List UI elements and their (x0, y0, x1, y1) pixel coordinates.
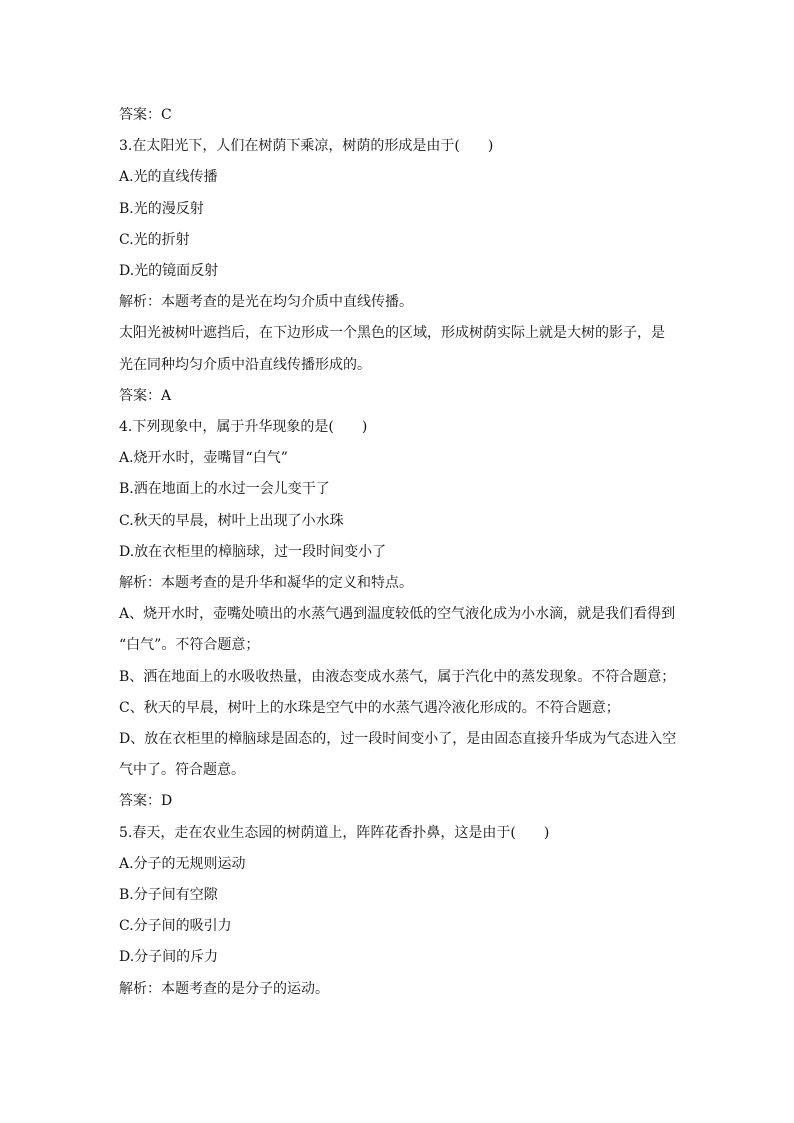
analysis-line: 解析：本题考查的是分子的运动。 (119, 980, 329, 997)
analysis-text: C、秋天的早晨，树叶上的水珠是空气中的水蒸气遇冷液化形成的。不符合题意； (119, 699, 620, 716)
analysis-text: 气中了。符合题意。 (119, 762, 245, 779)
option-b: B.光的漫反射 (119, 200, 204, 217)
answer-line: 答案：A (119, 387, 172, 404)
option-a: A.分子的无规则运动 (119, 855, 246, 872)
analysis-line: 解析：本题考查的是光在均匀介质中直线传播。 (119, 294, 413, 311)
option-d: D.光的镜面反射 (119, 263, 219, 280)
option-d: D.放在衣柜里的樟脑球，过一段时间变小了 (119, 543, 387, 560)
question-3: 3.在太阳光下，人们在树荫下乘凉，树荫的形成是由于( ) (119, 138, 494, 155)
document-page (119, 100, 679, 1005)
option-c: C.分子间的吸引力 (119, 918, 232, 935)
analysis-text: A、烧开水时，壶嘴处喷出的水蒸气遇到温度较低的空气液化成为小水滴，就是我们看得到 (119, 606, 676, 623)
analysis-line: 解析：本题考查的是升华和凝华的定义和特点。 (119, 575, 413, 592)
option-d: D.分子间的斥力 (119, 949, 219, 966)
analysis-text: “白气”。不符合题意； (119, 637, 260, 654)
option-c: C.秋天的早晨，树叶上出现了小水珠 (119, 512, 344, 529)
answer-line: 答案：C (119, 107, 172, 123)
option-a: A.光的直线传播 (119, 169, 218, 186)
option-c: C.光的折射 (119, 231, 190, 248)
analysis-text: B、洒在地面上的水吸收热量，由液态变成水蒸气，属于汽化中的蒸发现象。不符合题意； (119, 668, 676, 685)
analysis-text: 光在同种均匀介质中沿直线传播形成的。 (119, 356, 371, 373)
option-b: B.洒在地面上的水过一会儿变干了 (119, 481, 330, 498)
option-a: A.烧开水时，壶嘴冒“白气” (119, 450, 288, 467)
analysis-text: 太阳光被树叶遮挡后，在下边形成一个黑色的区域，形成树荫实际上就是大树的影子，是 (119, 325, 665, 342)
analysis-text: D、放在衣柜里的樟脑球是固态的，过一段时间变小了，是由固态直接升华成为气态进入空 (119, 731, 677, 748)
question-5: 5.春天，走在农业生态园的树荫道上，阵阵花香扑鼻，这是由于( ) (119, 824, 550, 841)
answer-line: 答案：D (119, 793, 173, 810)
option-b: B.分子间有空隙 (119, 887, 218, 904)
question-4: 4.下列现象中，属于升华现象的是( ) (119, 419, 368, 436)
